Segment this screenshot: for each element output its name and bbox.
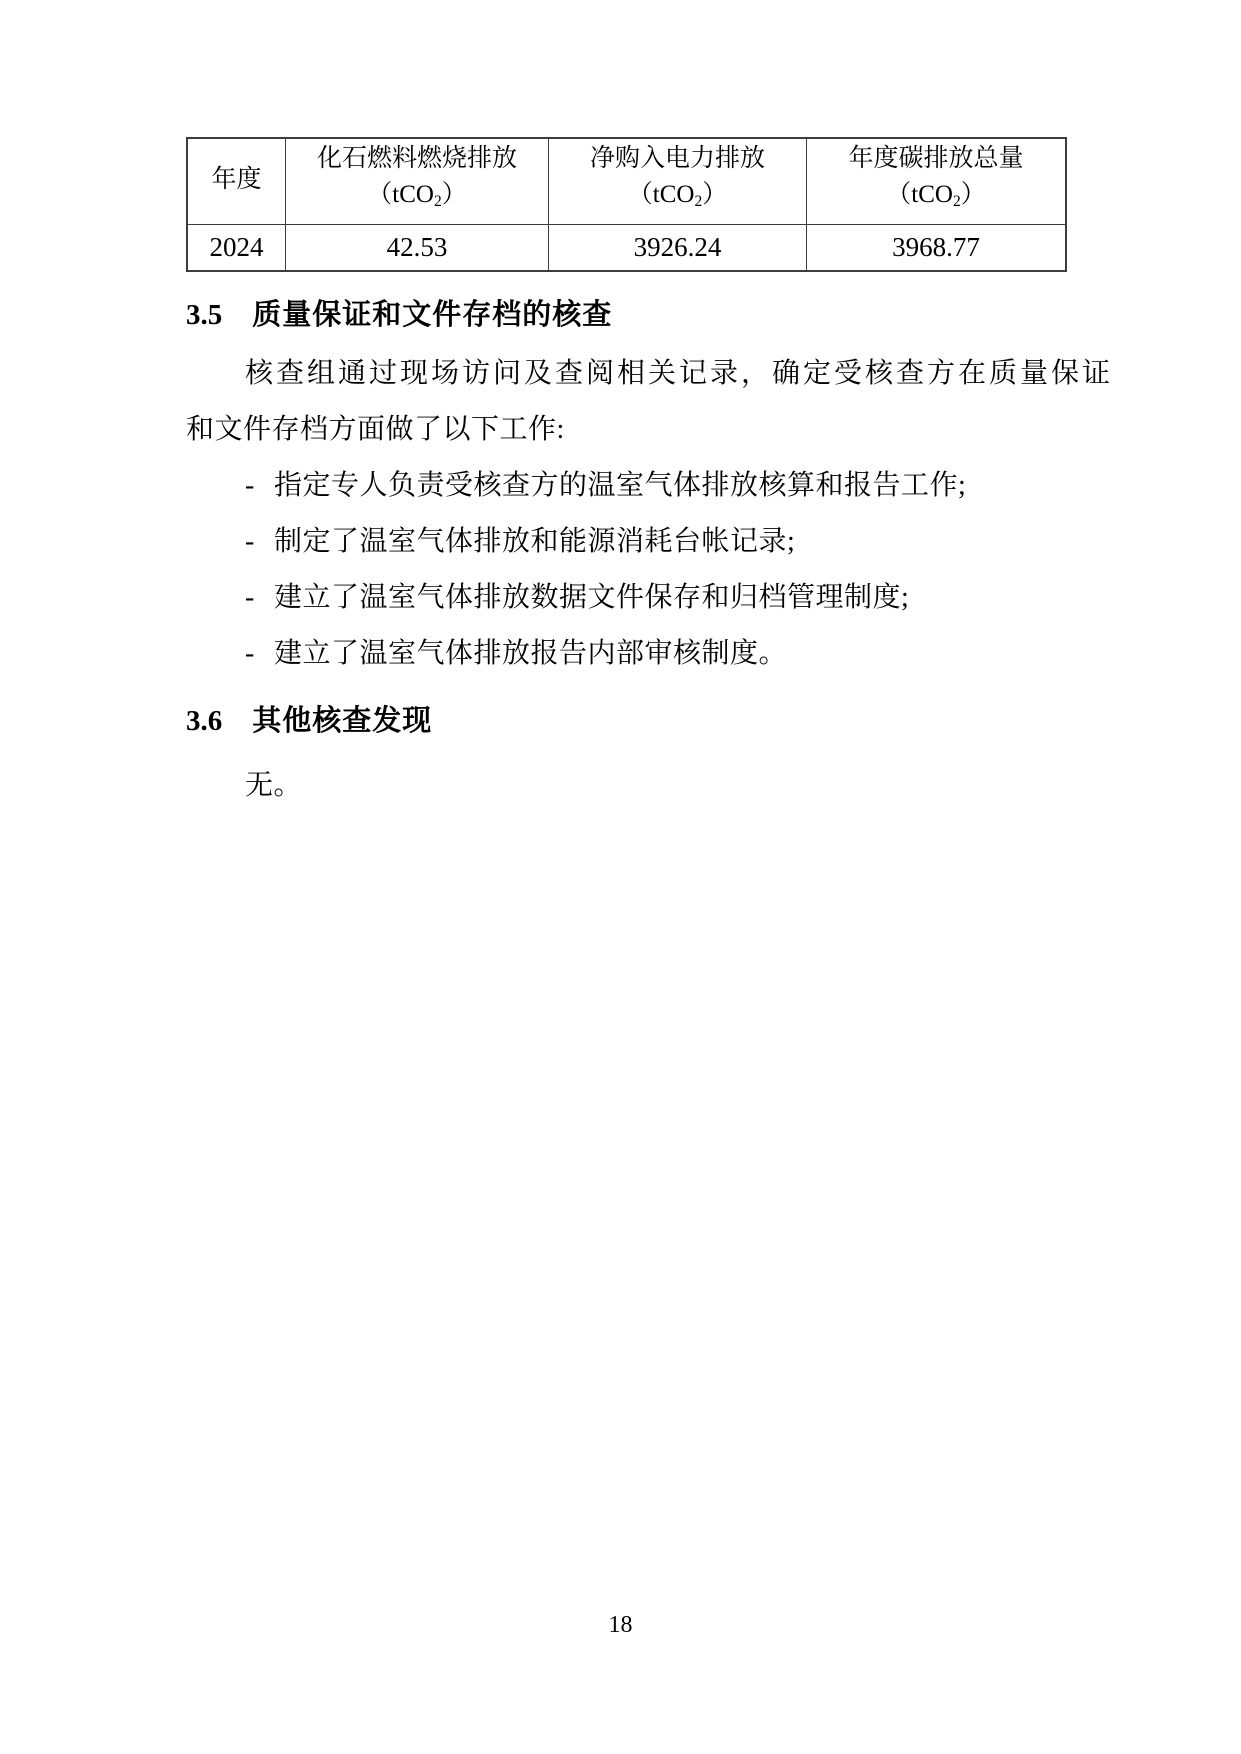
section-3-5-title: 质量保证和文件存档的核查 [252, 298, 613, 331]
cell-total-emission: 3968.77 [807, 224, 1067, 271]
cell-electricity-emission: 3926.24 [549, 224, 807, 271]
bullet-item-4 [186, 626, 1060, 682]
electricity-header-unit: （tCO$_2$） [627, 181, 728, 210]
cell-year: 2024 [187, 224, 286, 271]
section-3-5-paragraph [186, 346, 1114, 458]
table-row-2024 [187, 224, 1066, 271]
cell-fossil-emission: 42.53 [286, 224, 549, 271]
bullet-dash: - [245, 469, 255, 501]
bullet-text: 制定了温室气体排放和能源消耗台帐记录; [274, 525, 796, 557]
table-header-year [187, 138, 286, 224]
bullet-text: 指定专人负责受核查方的温室气体排放核算和报告工作; [274, 469, 967, 501]
table-header-fossil-emission [286, 138, 549, 224]
electricity-header-title: 净购入电力排放 [589, 145, 765, 172]
page-content [186, 137, 1114, 814]
table-header-row [187, 138, 1066, 224]
total-header-unit: （tCO$_2$） [886, 181, 986, 210]
section-3-5-bullet-list [186, 458, 1060, 682]
table-header-electricity-emission [549, 138, 807, 224]
fossil-header-unit: （tCO$_2$） [367, 181, 467, 210]
section-3-6-number: 3.6 [186, 704, 223, 737]
paragraph-line-2: 和文件存档方面做了以下工作: [186, 413, 565, 445]
section-3-5-heading [186, 298, 1060, 332]
annual-emissions-table [186, 137, 1067, 272]
bullet-dash: - [245, 525, 255, 557]
table-header-total-emission [807, 138, 1067, 224]
page-number: 18 [608, 1612, 633, 1638]
bullet-item-3 [186, 570, 1060, 626]
bullet-item-2 [186, 514, 1060, 570]
fossil-header-title: 化石燃料燃烧排放 [316, 145, 517, 172]
section-3-6-body: 无。 [245, 769, 303, 801]
year-header-label: 年度 [211, 166, 262, 194]
section-3-6-title: 其他核查发现 [252, 704, 433, 737]
bullet-text: 建立了温室气体排放报告内部审核制度。 [274, 637, 788, 669]
section-3-5-number: 3.5 [186, 298, 223, 331]
bullet-text: 建立了温室气体排放数据文件保存和归档管理制度; [274, 581, 910, 613]
section-3-6-heading [186, 704, 1060, 738]
bullet-dash: - [245, 581, 255, 613]
total-header-title: 年度碳排放总量 [848, 145, 1024, 172]
bullet-item-1 [186, 458, 1060, 514]
paragraph-line-1: 核查组通过现场访问及查阅相关记录，确定受核查方在质量保证 [245, 357, 1114, 389]
bullet-dash: - [245, 637, 255, 669]
